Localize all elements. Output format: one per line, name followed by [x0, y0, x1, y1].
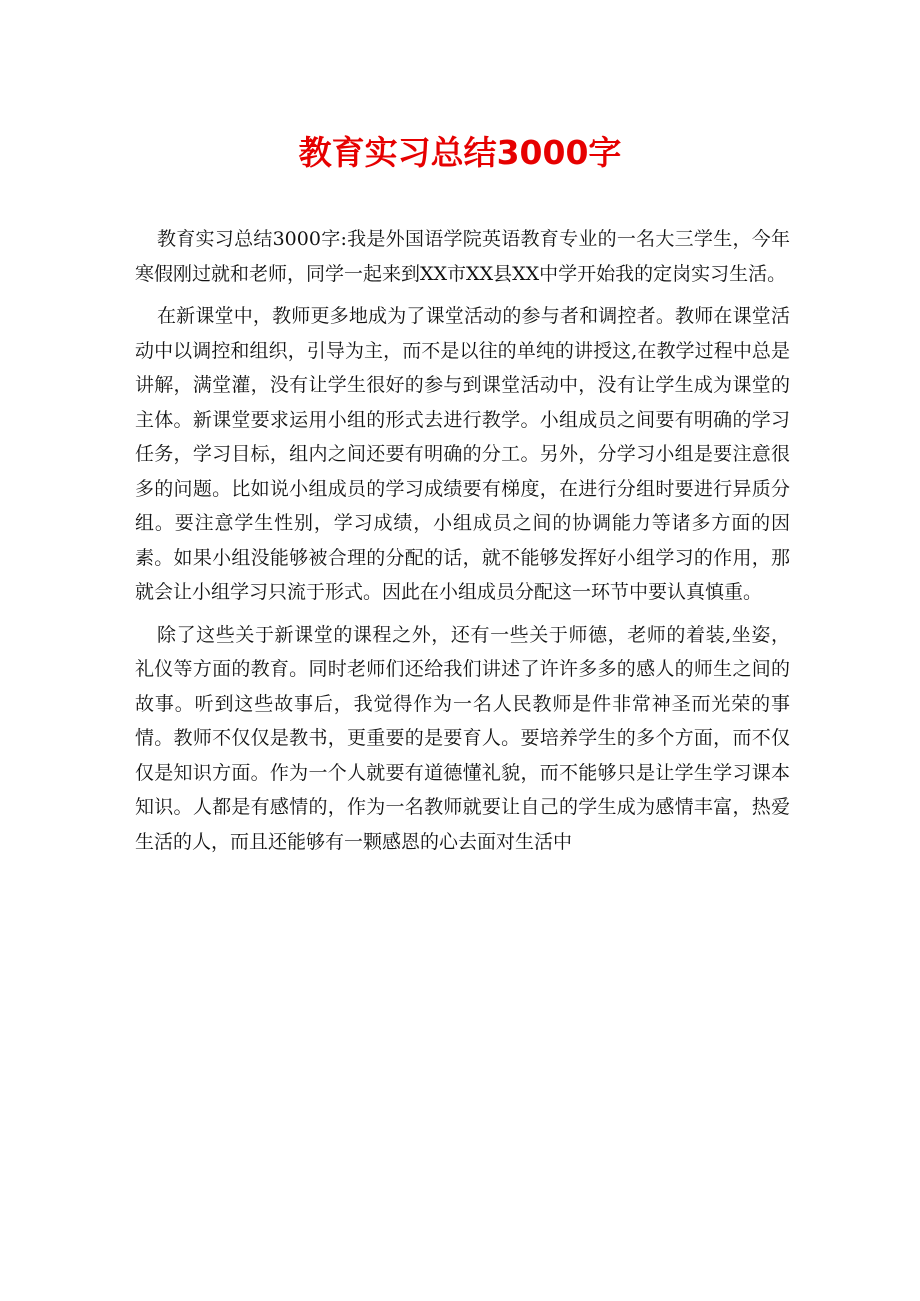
document-body — [135, 222, 790, 867]
paragraph-teacher-ethics: 除了这些关于新课堂的课程之外，还有一些关于师德，老师的着装,坐姿，礼仪等方面的教育。同时老师们还给我们讲述了许许多多的感人的师生之间的故事。听到这些故事后，我觉得作为一名人民教师是件非常神圣而光荣的事情。教师不仅仅是教书，更重要的是要育人。要培养学生的多个方面，而不仅仅是知识方面。作为一个人就要有道德懂礼貌，而不能够只是让学生学习课本知识。人都是有感情的，作为一名教师就要让自己的学生成为感情丰富，热爱生活的人，而且还能够有一颗感恩的心去面对生活中 — [135, 623, 790, 853]
document-title: 教育实习总结3000字 — [298, 133, 622, 172]
paragraph-new-classroom: 在新课堂中，教师更多地成为了课堂活动的参与者和调控者。教师在课堂活动中以调控和组织，引导为主，而不是以往的单纯的讲授这,在教学过程中总是讲解，满堂灌，没有让学生很好的参与到课堂活动中，没有让学生成为课堂的主体。新课堂要求运用小组的形式去进行教学。小组成员之间要有明确的学习任务，学习目标，组内之间还要有明确的分工。另外，分学习小组是要注意很多的问题。比如说小组成员的学习成绩要有梯度，在进行分组时要进行异质分组。要注意学生性别，学习成绩，小组成员之间的协调能力等诸多方面的因素。如果小组没能够被合理的分配的话，就不能够发挥好小组学习的作用，那就会让小组学习只流于形式。因此在小组成员分配这一环节中要认真慎重。 — [135, 305, 790, 603]
paragraph-intro: 教育实习总结3000字:我是外国语学院英语教育专业的一名大三学生，今年寒假刚过就和老师，同学一起来到XX市XX县XX中学开始我的定岗实习生活。 — [135, 228, 790, 285]
